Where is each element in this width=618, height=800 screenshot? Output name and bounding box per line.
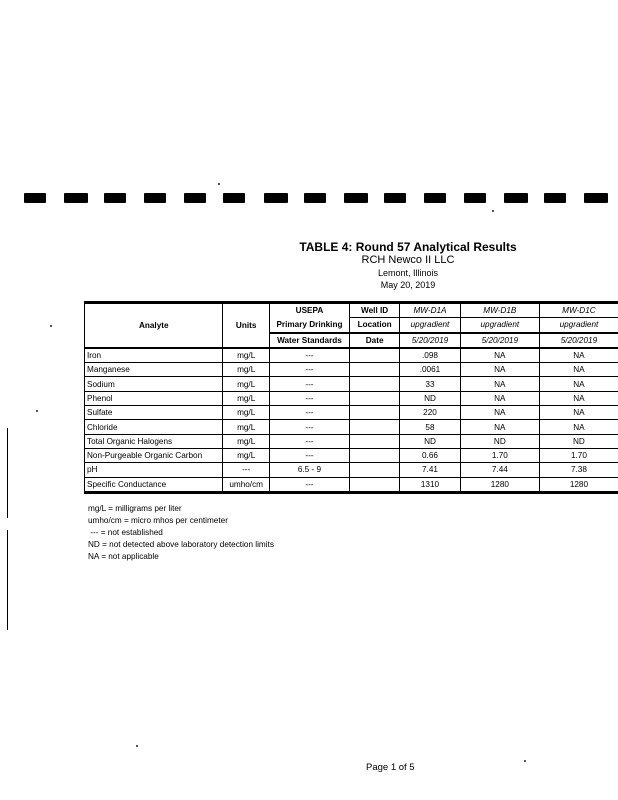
units-header: Units — [223, 303, 269, 348]
spacer-cell — [350, 477, 400, 492]
value-cell: 7.44 — [460, 463, 539, 477]
table-heading — [258, 240, 558, 291]
value-cell: NA — [539, 406, 618, 420]
value-cell: ND — [539, 434, 618, 448]
analyte-cell: Phenol — [85, 391, 223, 405]
value-cell: 1.70 — [460, 448, 539, 462]
units-cell: --- — [223, 463, 269, 477]
note-line: umho/cm = micro mhos per centimeter — [88, 516, 228, 525]
units-cell: umho/cm — [223, 477, 269, 492]
date-2: 5/20/2019 — [460, 333, 539, 348]
note-line: ND = not detected above laboratory detection limits — [88, 540, 274, 549]
date-3: 5/20/2019 — [539, 333, 618, 348]
table-row — [85, 463, 618, 477]
units-cell: mg/L — [223, 377, 269, 391]
analyte-cell: Non-Purgeable Organic Carbon — [85, 448, 223, 462]
value-cell: ND — [400, 434, 461, 448]
table-row — [85, 434, 618, 448]
value-cell: NA — [460, 348, 539, 363]
analyte-cell: Chloride — [85, 420, 223, 434]
value-cell: 7.41 — [400, 463, 461, 477]
value-cell: NA — [460, 420, 539, 434]
date-1: 5/20/2019 — [400, 333, 461, 348]
value-cell: NA — [460, 406, 539, 420]
value-cell: NA — [539, 348, 618, 363]
site-location: Lemont, Illinois — [377, 268, 439, 278]
note-line: mg/L = milligrams per liter — [88, 504, 182, 513]
units-cell: mg/L — [223, 348, 269, 363]
scan-speck — [524, 760, 526, 762]
analyte-cell: Manganese — [85, 363, 223, 377]
standard-cell: --- — [269, 434, 349, 448]
analyte-cell: Iron — [85, 348, 223, 363]
value-cell: NA — [539, 377, 618, 391]
table-row — [85, 448, 618, 462]
value-cell: 1.70 — [539, 448, 618, 462]
spacer-cell — [350, 463, 400, 477]
value-cell: 1280 — [569, 479, 589, 489]
value-cell: 1280 — [460, 477, 539, 492]
scan-edge-line — [7, 428, 8, 518]
table-row — [85, 348, 618, 363]
location-label: Location — [350, 318, 400, 333]
well-id-3: MW-D1C — [539, 303, 618, 318]
note-line: --- = not established — [88, 528, 163, 537]
value-cell: NA — [539, 420, 618, 434]
analyte-header: Analyte — [85, 303, 223, 348]
standard-cell: --- — [269, 420, 349, 434]
units-cell: mg/L — [223, 448, 269, 462]
report-date: May 20, 2019 — [380, 280, 436, 290]
value-cell: 0.66 — [400, 448, 461, 462]
well-id-2: MW-D1B — [460, 303, 539, 318]
standard-cell: --- — [269, 348, 349, 363]
units-cell: mg/L — [223, 406, 269, 420]
spacer-cell — [350, 363, 400, 377]
table-row — [85, 363, 618, 377]
value-cell: 7.38 — [539, 463, 618, 477]
value-cell: 1310 — [400, 477, 461, 492]
value-cell: NA — [460, 363, 539, 377]
binder-hole-strip — [24, 193, 610, 203]
units-cell: mg/L — [223, 420, 269, 434]
note-line: NA = not applicable — [88, 552, 159, 561]
std-header-line2: Primary Drinking — [269, 318, 349, 333]
standard-cell: --- — [269, 448, 349, 462]
standard-cell: --- — [269, 363, 349, 377]
analyte-cell: Specific Conductance — [85, 477, 223, 492]
table-notes — [88, 503, 274, 563]
table-title: TABLE 4: Round 57 Analytical Results — [299, 240, 517, 254]
analyte-cell: Total Organic Halogens — [85, 434, 223, 448]
value-cell: 33 — [400, 377, 461, 391]
spacer-cell — [350, 448, 400, 462]
scan-speck — [36, 410, 38, 412]
location-1: upgradient — [400, 318, 461, 333]
table-row — [85, 406, 618, 420]
standard-cell: --- — [269, 406, 349, 420]
spacer-cell — [350, 406, 400, 420]
analyte-cell: Sodium — [85, 377, 223, 391]
spacer-cell — [350, 420, 400, 434]
spacer-cell — [350, 377, 400, 391]
scan-speck — [218, 183, 220, 185]
well-id-label: Well ID — [350, 303, 400, 318]
value-cell: NA — [539, 363, 618, 377]
value-cell: NA — [460, 391, 539, 405]
table-row — [85, 391, 618, 405]
location-3: upgradient — [539, 318, 618, 333]
standard-cell: --- — [269, 391, 349, 405]
spacer-cell — [350, 391, 400, 405]
date-label: Date — [350, 333, 400, 348]
analyte-cell: Sulfate — [85, 406, 223, 420]
value-cell: ND — [460, 434, 539, 448]
company-name: RCH Newco II LLC — [361, 254, 455, 266]
scan-speck — [50, 325, 52, 327]
std-header-line3: Water Standards — [269, 333, 349, 348]
table-row — [85, 477, 618, 492]
value-cell: 220 — [400, 406, 461, 420]
units-cell: mg/L — [223, 391, 269, 405]
location-2: upgradient — [460, 318, 539, 333]
value-cell: NA — [460, 377, 539, 391]
std-header-line1: USEPA — [269, 303, 349, 318]
value-cell: NA — [539, 391, 618, 405]
page-number: Page 1 of 5 — [366, 762, 415, 773]
scan-speck — [492, 210, 494, 212]
spacer-cell — [350, 434, 400, 448]
analytical-results-table — [84, 301, 618, 494]
units-cell: mg/L — [223, 363, 269, 377]
standard-cell: --- — [269, 477, 349, 492]
value-cell: .098 — [400, 348, 461, 363]
well-id-1: MW-D1A — [400, 303, 461, 318]
value-cell: .0061 — [400, 363, 461, 377]
analyte-cell: pH — [85, 463, 223, 477]
value-cell: ND — [400, 391, 461, 405]
scan-speck — [136, 745, 138, 747]
spacer-cell — [350, 348, 400, 363]
scan-edge-line — [7, 530, 8, 630]
units-cell: mg/L — [223, 434, 269, 448]
value-cell: 58 — [400, 420, 461, 434]
table-row — [85, 377, 618, 391]
standard-cell: 6.5 - 9 — [269, 463, 349, 477]
standard-cell: --- — [269, 377, 349, 391]
table-row — [85, 420, 618, 434]
